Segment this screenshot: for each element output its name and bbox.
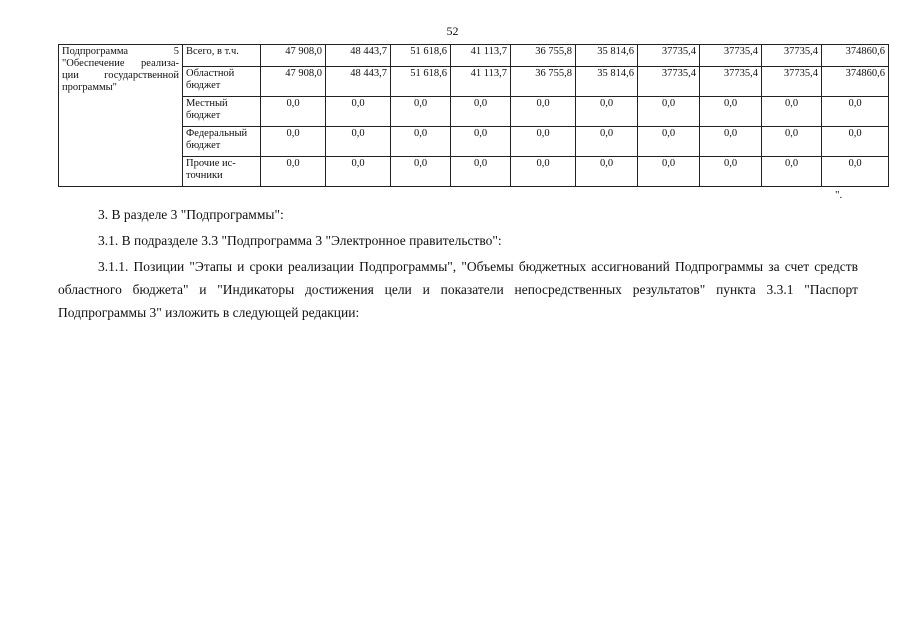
budget-value-cell: 51 618,6 xyxy=(391,67,451,97)
funding-source-cell: Федеральный бюджет xyxy=(183,127,261,157)
budget-value-cell: 47 908,0 xyxy=(261,67,326,97)
budget-value-cell: 37735,4 xyxy=(638,45,700,67)
budget-value-cell: 374860,6 xyxy=(822,45,889,67)
budget-value-cell: 0,0 xyxy=(576,97,638,127)
budget-value-cell: 0,0 xyxy=(451,157,511,187)
funding-source-cell: Прочие ис-точники xyxy=(183,157,261,187)
budget-value-cell: 0,0 xyxy=(822,127,889,157)
budget-value-cell: 0,0 xyxy=(762,157,822,187)
budget-value-cell: 0,0 xyxy=(261,97,326,127)
budget-value-cell: 0,0 xyxy=(326,157,391,187)
budget-value-cell: 0,0 xyxy=(451,127,511,157)
budget-value-cell: 36 755,8 xyxy=(511,45,576,67)
budget-value-cell: 0,0 xyxy=(822,157,889,187)
quote-end-mark: ". xyxy=(835,189,843,201)
budget-value-cell: 0,0 xyxy=(391,97,451,127)
budget-value-cell: 37735,4 xyxy=(700,45,762,67)
budget-value-cell: 0,0 xyxy=(391,127,451,157)
budget-value-cell: 51 618,6 xyxy=(391,45,451,67)
budget-table xyxy=(58,44,889,187)
budget-value-cell: 37735,4 xyxy=(638,67,700,97)
budget-value-cell: 0,0 xyxy=(638,127,700,157)
budget-value-cell: 0,0 xyxy=(638,97,700,127)
budget-value-cell: 36 755,8 xyxy=(511,67,576,97)
budget-value-cell: 0,0 xyxy=(451,97,511,127)
budget-value-cell: 374860,6 xyxy=(822,67,889,97)
budget-value-cell: 0,0 xyxy=(326,127,391,157)
budget-value-cell: 41 113,7 xyxy=(451,67,511,97)
funding-source-cell: Местный бюджет xyxy=(183,97,261,127)
budget-value-cell: 0,0 xyxy=(511,127,576,157)
budget-value-cell: 0,0 xyxy=(700,127,762,157)
budget-value-cell: 0,0 xyxy=(511,97,576,127)
paragraph-item-3-1-1: 3.1.1. Позиции "Этапы и сроки реализации Подпрограммы", "Объемы бюджетных ассигнований Подпрограммы за счет средств областного бюджета" и "Индикаторы достижения цели и показатели непосредственных результатов" пункта 3.3.1 "Паспорт Подпрограммы 3" изложить в следующей редакции: xyxy=(58,259,858,320)
paragraph-section-3: 3. В разделе 3 "Подпрограммы": xyxy=(98,207,284,222)
budget-value-cell: 47 908,0 xyxy=(261,45,326,67)
budget-value-cell: 0,0 xyxy=(326,97,391,127)
subprogram-name-cell: Подпрограмма 5 "Обеспечение реализа-ции государственной программы" xyxy=(59,45,183,187)
budget-value-cell: 48 443,7 xyxy=(326,67,391,97)
table-row xyxy=(59,127,889,157)
funding-source-cell: Всего, в т.ч. xyxy=(183,45,261,67)
budget-value-cell: 0,0 xyxy=(261,157,326,187)
table-row xyxy=(59,45,889,67)
funding-source-cell: Областной бюджет xyxy=(183,67,261,97)
budget-value-cell: 0,0 xyxy=(700,97,762,127)
page-number: 52 xyxy=(446,24,459,38)
table-row xyxy=(59,67,889,97)
budget-value-cell: 0,0 xyxy=(762,97,822,127)
budget-value-cell: 37735,4 xyxy=(762,45,822,67)
budget-value-cell: 0,0 xyxy=(391,157,451,187)
budget-value-cell: 0,0 xyxy=(822,97,889,127)
budget-value-cell: 0,0 xyxy=(261,127,326,157)
budget-value-cell: 37735,4 xyxy=(762,67,822,97)
budget-value-cell: 0,0 xyxy=(511,157,576,187)
budget-value-cell: 35 814,6 xyxy=(576,67,638,97)
budget-value-cell: 0,0 xyxy=(576,157,638,187)
budget-value-cell: 41 113,7 xyxy=(451,45,511,67)
budget-value-cell: 48 443,7 xyxy=(326,45,391,67)
budget-value-cell: 0,0 xyxy=(700,157,762,187)
budget-value-cell: 35 814,6 xyxy=(576,45,638,67)
budget-value-cell: 0,0 xyxy=(638,157,700,187)
budget-table-body xyxy=(59,45,889,187)
table-row xyxy=(59,97,889,127)
budget-value-cell: 0,0 xyxy=(762,127,822,157)
paragraph-subsection-3-3: 3.1. В подразделе 3.3 "Подпрограмма 3 "Электронное правительство": xyxy=(98,233,502,248)
table-row xyxy=(59,157,889,187)
budget-value-cell: 0,0 xyxy=(576,127,638,157)
budget-value-cell: 37735,4 xyxy=(700,67,762,97)
